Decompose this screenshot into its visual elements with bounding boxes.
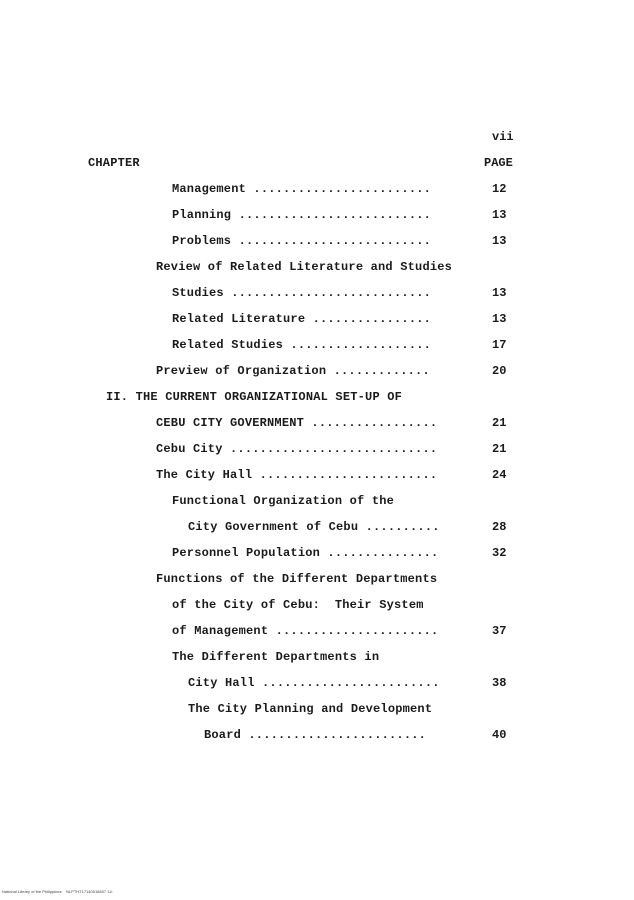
toc-entry-text: Review of Related Literature and Studies — [156, 260, 453, 274]
toc-entry-page: 37 — [492, 624, 507, 638]
chapter-column-header: CHAPTER — [88, 156, 140, 170]
toc-entry-text: City Hall ........................ — [188, 676, 440, 690]
toc-entry-page: 13 — [492, 312, 507, 326]
toc-entry-text: Related Studies ................... — [172, 338, 432, 352]
toc-entry-text: Problems .......................... — [172, 234, 432, 248]
toc-entry-page: 28 — [492, 520, 507, 534]
toc-entry-text: The City Planning and Development — [188, 702, 433, 716]
toc-entry-text: Cebu City ............................ — [156, 442, 438, 456]
toc-entry-text: Functional Organization of the — [172, 494, 395, 508]
toc-entry-page: 21 — [492, 442, 507, 456]
toc-entry-page: 12 — [492, 182, 507, 196]
library-footer: National Library of the Philippines NLPTHT17140016897 11I — [2, 889, 113, 894]
toc-entry-page: 21 — [492, 416, 507, 430]
toc-entry-page: 13 — [492, 208, 507, 222]
toc-entry-text: CEBU CITY GOVERNMENT ................. — [156, 416, 438, 430]
page-column-header: PAGE — [484, 156, 513, 170]
toc-entry-text: Personnel Population ............... — [172, 546, 439, 560]
toc-entry-page: 32 — [492, 546, 507, 560]
toc-entry-text: Functions of the Different Departments — [156, 572, 438, 586]
toc-entry-text: The City Hall ........................ — [156, 468, 438, 482]
toc-entry-text: of the City of Cebu: Their System — [172, 598, 424, 612]
toc-entry-page: 40 — [492, 728, 507, 742]
page-number: vii — [492, 130, 514, 144]
toc-entry-text: City Government of Cebu .......... — [188, 520, 440, 534]
toc-entry-text: Management ........................ — [172, 182, 432, 196]
toc-entry-page: 38 — [492, 676, 507, 690]
toc-entry-page: 13 — [492, 286, 507, 300]
toc-entry-page: 13 — [492, 234, 507, 248]
toc-entry-page: 17 — [492, 338, 507, 352]
toc-entry-text: Preview of Organization ............. — [156, 364, 430, 378]
toc-entry-text: Planning .......................... — [172, 208, 432, 222]
toc-chapter-heading: II. THE CURRENT ORGANIZATIONAL SET-UP OF — [106, 390, 403, 404]
toc-entry-page: 20 — [492, 364, 507, 378]
toc-entry-text: of Management ...................... — [172, 624, 439, 638]
toc-entry-text: The Different Departments in — [172, 650, 380, 664]
toc-entry-text: Related Literature ................ — [172, 312, 432, 326]
toc-entry-text: Studies ........................... — [172, 286, 432, 300]
toc-entry-page: 24 — [492, 468, 507, 482]
toc-entry-text: Board ........................ — [204, 728, 427, 742]
